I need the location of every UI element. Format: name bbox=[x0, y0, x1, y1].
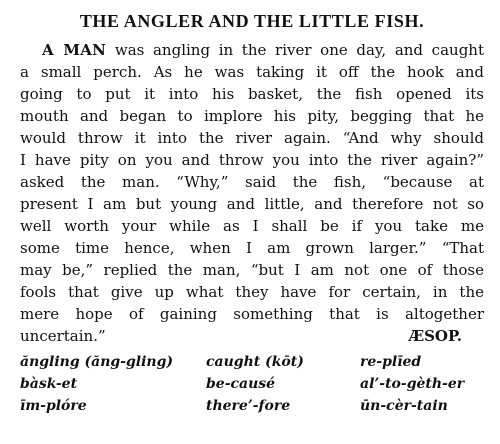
author-attribution: ÆSOP. bbox=[408, 327, 462, 345]
story-line: asked the man. “Why,” said the fish, “because at bbox=[20, 173, 484, 191]
story-line: a small perch. As he was taking it off the hook and bbox=[20, 63, 484, 81]
story-body bbox=[20, 39, 484, 347]
opening-word: A MAN bbox=[42, 41, 107, 59]
story-line-text: uncertain.” bbox=[20, 327, 106, 345]
story-line-text: was angling in the river one day, and caught bbox=[106, 41, 484, 59]
vocab-word: al’-to-gèth-er bbox=[360, 376, 465, 392]
story-line: may be,” replied the man, “but I am not one of those bbox=[20, 261, 484, 279]
story-line bbox=[20, 325, 484, 347]
story-line: going to put it into his basket, the fish opened its bbox=[20, 85, 484, 103]
vocab-word: ūn-cèr-tain bbox=[360, 398, 448, 414]
story-line: well worth your while as I shall be if you take me bbox=[20, 217, 484, 235]
story-line: fools that give up what they have for certain, in the bbox=[20, 283, 484, 301]
vocab-word: bàsk-et bbox=[20, 376, 78, 392]
story-line: I have pity on you and throw you into the river again?” bbox=[20, 151, 484, 169]
vocab-word: caught (kōt) bbox=[206, 354, 304, 370]
vocab-word: there’-fore bbox=[206, 398, 291, 414]
story-title: THE ANGLER AND THE LITTLE FISH. bbox=[79, 11, 425, 31]
vocabulary-list bbox=[20, 351, 484, 417]
story-line: would throw it into the river again. “And why should bbox=[20, 129, 484, 147]
story-line bbox=[20, 39, 484, 61]
story-line: present I am but young and little, and therefore not so bbox=[20, 195, 484, 213]
vocab-word: īm-plóre bbox=[20, 398, 87, 414]
story-line: mere hope of gaining something that is altogether bbox=[20, 305, 484, 323]
story-line: mouth and began to implore his pity, begging that he bbox=[20, 107, 484, 125]
vocab-word: ăngling (ăng-gling) bbox=[20, 354, 174, 370]
story-line: some time hence, when I am grown larger.” “That bbox=[20, 239, 484, 257]
vocab-word: be-causé bbox=[206, 376, 276, 392]
vocab-word: re-plīed bbox=[360, 354, 422, 370]
